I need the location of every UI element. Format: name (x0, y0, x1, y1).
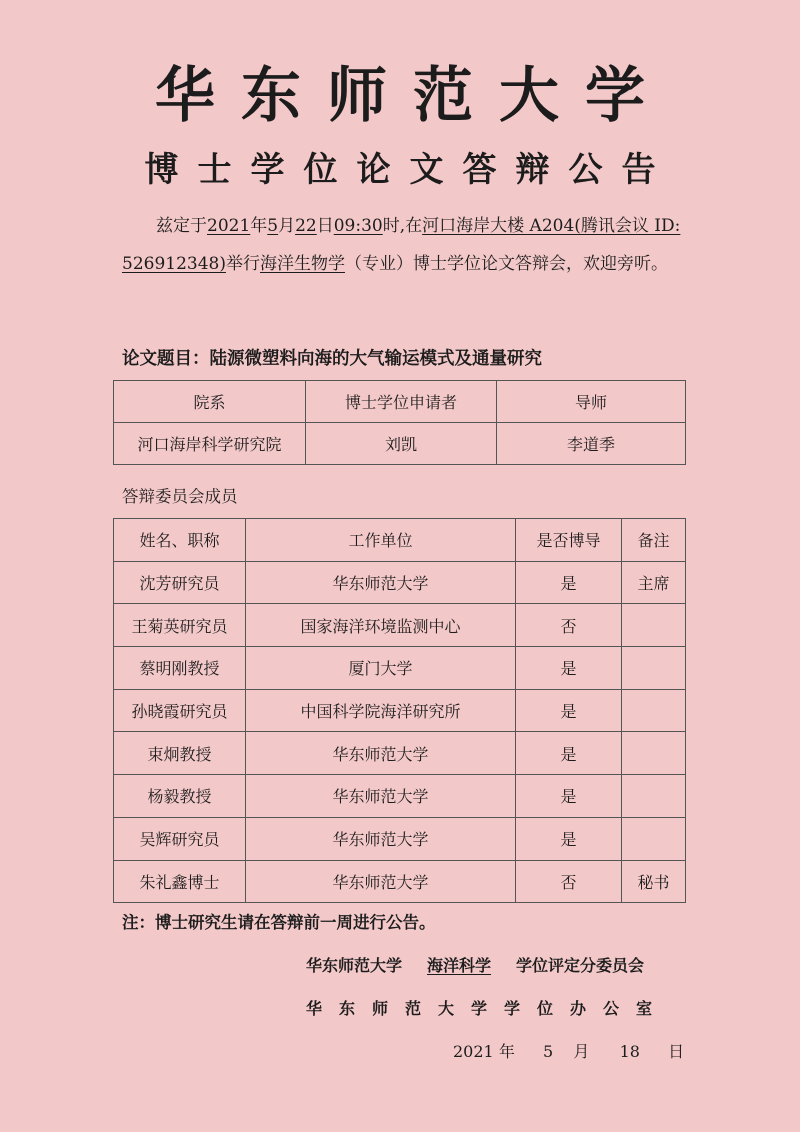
intro-paragraph (122, 207, 690, 283)
intro-text: 日 (316, 216, 334, 236)
member-unit: 华东师范大学 (246, 732, 516, 775)
table-row (114, 775, 686, 818)
member-unit: 华东师范大学 (246, 561, 516, 604)
university-title: 华东师范大学 (155, 61, 671, 131)
header-work-unit: 工作单位 (246, 519, 516, 562)
member-name: 杨毅教授 (114, 775, 246, 818)
member-supervisor: 是 (516, 647, 622, 690)
member-remark (622, 689, 686, 732)
intro-text: 举行 (225, 254, 260, 274)
member-supervisor: 是 (516, 817, 622, 860)
member-supervisor: 是 (516, 689, 622, 732)
header-remarks: 备注 (622, 519, 686, 562)
header-department: 院系 (114, 381, 306, 423)
defense-location: 河口海岸大楼 A204(腾讯会议 ID: 526912348) (122, 216, 681, 274)
degree-office: 华东师范大学学位办公室 (306, 999, 670, 1018)
member-remark (622, 732, 686, 775)
table-row (114, 689, 686, 732)
intro-text: 月 (278, 216, 296, 236)
date-day-unit: 日 (668, 1042, 685, 1061)
member-unit: 华东师范大学 (246, 775, 516, 818)
applicant-table-header (114, 381, 686, 423)
department: 河口海岸科学研究院 (114, 423, 306, 465)
member-remark: 秘书 (622, 860, 686, 903)
header-advisor: 导师 (497, 381, 686, 423)
intro-text: 时,在 (382, 216, 423, 236)
member-remark (622, 817, 686, 860)
notice-title: 博士学位论文答辩公告 (144, 150, 675, 190)
header-name-title: 姓名、职称 (114, 519, 246, 562)
thesis-title: 陆源微塑料向海的大气输运模式及通量研究 (209, 349, 542, 369)
table-row (114, 647, 686, 690)
member-unit: 国家海洋环境监测中心 (246, 604, 516, 647)
member-name: 王菊英研究员 (114, 604, 246, 647)
applicant-table (113, 380, 686, 465)
date-year: 2021 (453, 1042, 494, 1061)
member-supervisor: 否 (516, 860, 622, 903)
member-supervisor: 是 (516, 561, 622, 604)
signature-university: 华东师范大学 (306, 956, 403, 975)
intro-text: （专业）博士学位论文答辩会，欢迎旁听。 (344, 254, 668, 274)
member-unit: 华东师范大学 (246, 860, 516, 903)
member-name: 沈芳研究员 (114, 561, 246, 604)
member-remark (622, 647, 686, 690)
header-applicant: 博士学位申请者 (306, 381, 497, 423)
defense-year: 2021 (207, 216, 251, 236)
committee-label: 答辩委员会成员 (122, 487, 238, 506)
date-month: 5 (543, 1042, 554, 1061)
member-unit: 中国科学院海洋研究所 (246, 689, 516, 732)
member-name: 束炯教授 (114, 732, 246, 775)
announcement-note: 注：博士研究生请在答辩前一周进行公告。 (122, 913, 436, 932)
table-row (114, 561, 686, 604)
member-supervisor: 是 (516, 732, 622, 775)
table-row (114, 817, 686, 860)
intro-text: 兹定于 (156, 216, 207, 236)
member-remark: 主席 (622, 561, 686, 604)
table-row (114, 732, 686, 775)
date-day: 18 (619, 1042, 640, 1061)
member-name: 朱礼鑫博士 (114, 860, 246, 903)
date-month-unit: 月 (573, 1042, 590, 1061)
table-row (114, 860, 686, 903)
member-supervisor: 否 (516, 604, 622, 647)
date-year-unit: 年 (498, 1042, 515, 1061)
member-supervisor: 是 (516, 775, 622, 818)
committee-table (113, 518, 686, 903)
advisor-name: 李道季 (497, 423, 686, 465)
header-is-supervisor: 是否博导 (516, 519, 622, 562)
intro-text: 年 (250, 216, 268, 236)
defense-time: 09:30 (333, 216, 383, 236)
signature-committee: 学位评定分委员会 (516, 956, 645, 975)
member-unit: 华东师范大学 (246, 817, 516, 860)
signature-date (453, 1039, 684, 1065)
committee-table-header (114, 519, 686, 562)
signature-discipline: 海洋科学 (427, 956, 492, 975)
defense-major: 海洋生物学 (259, 254, 345, 274)
committee-signature (306, 953, 644, 979)
thesis-title-line (122, 344, 692, 374)
member-name: 蔡明刚教授 (114, 647, 246, 690)
table-row (114, 604, 686, 647)
member-unit: 厦门大学 (246, 647, 516, 690)
applicant-table-row (114, 423, 686, 465)
thesis-label: 论文题目： (122, 349, 210, 369)
member-name: 吴辉研究员 (114, 817, 246, 860)
member-remark (622, 604, 686, 647)
applicant-name: 刘凯 (306, 423, 497, 465)
defense-month: 5 (267, 216, 279, 236)
defense-day: 22 (295, 216, 317, 236)
member-name: 孙晓霞研究员 (114, 689, 246, 732)
member-remark (622, 775, 686, 818)
